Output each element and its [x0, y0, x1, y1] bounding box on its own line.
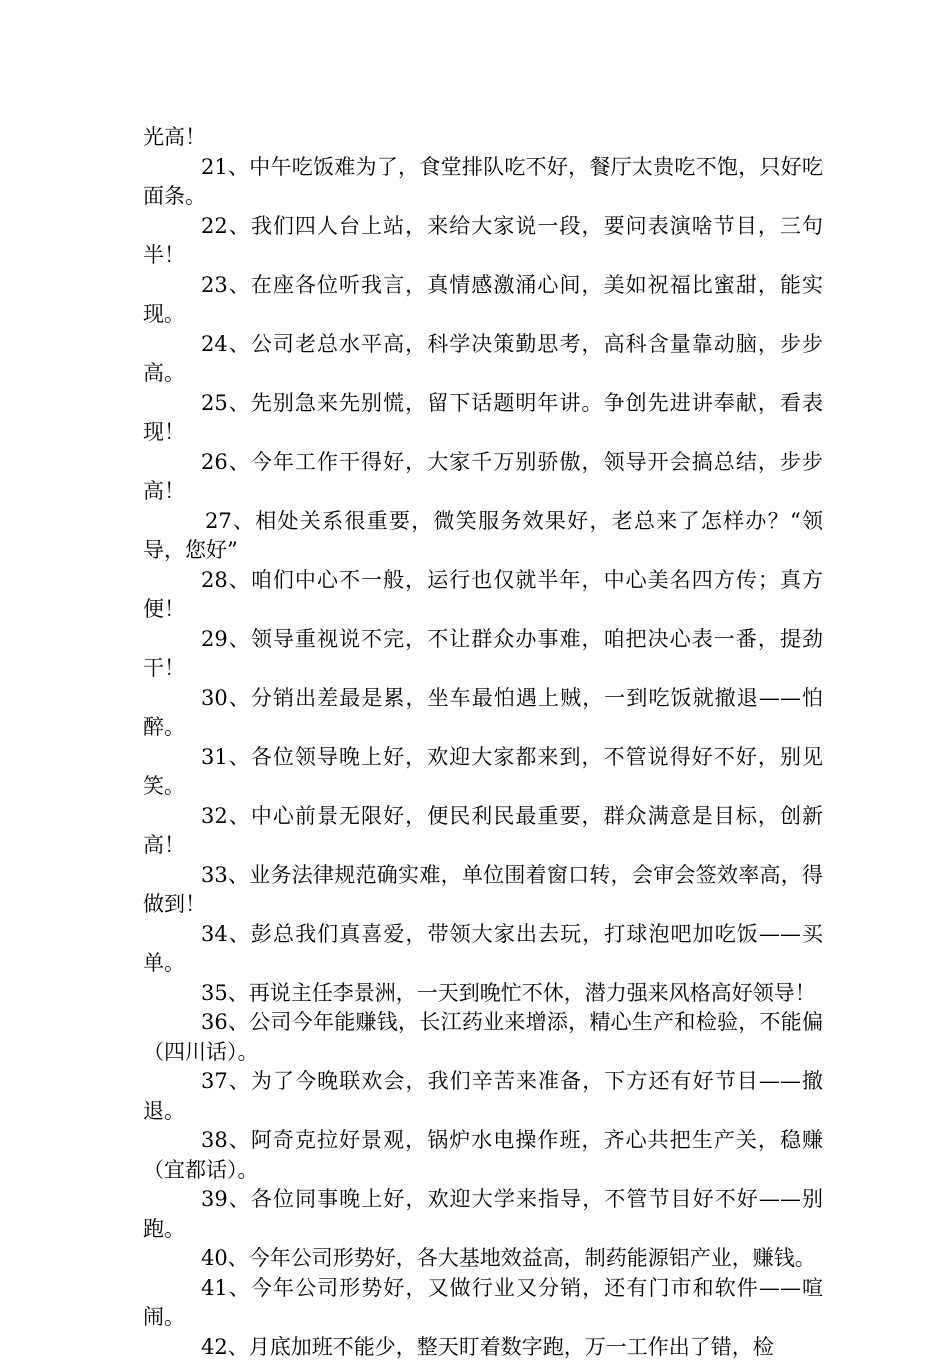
- paragraph-33: 33、业务法律规范确实难，单位围着窗口转，会审会签效率高，得做到！: [143, 861, 823, 920]
- paragraph-25: 25、先别急来先别慌，留下话题明年讲。争创先进讲奉献，看表现！: [143, 389, 823, 448]
- paragraph-36: 36、公司今年能赚钱，长江药业来增添，精心生产和检验，不能偏（四川话）。: [143, 1008, 823, 1067]
- paragraph-24: 24、公司老总水平高，科学决策勤思考，高科含量靠动脑，步步高。: [143, 330, 823, 389]
- paragraph-40: 40、今年公司形势好，各大基地效益高，制药能源铝产业，赚钱。: [143, 1244, 823, 1274]
- paragraph-21: 21、中午吃饭难为了，食堂排队吃不好，餐厅太贵吃不饱，只好吃面条。: [143, 153, 823, 212]
- paragraph-39: 39、各位同事晚上好，欢迎大学来指导，不管节目好不好——别跑。: [143, 1185, 823, 1244]
- paragraph-41: 41、今年公司形势好，又做行业又分销，还有门市和软件——喧闹。: [143, 1274, 823, 1333]
- paragraph-28: 28、咱们中心不一般，运行也仅就半年，中心美名四方传；真方便！: [143, 566, 823, 625]
- paragraph-38: 38、阿奇克拉好景观，锅炉水电操作班，齐心共把生产关，稳赚（宜都话）。: [143, 1126, 823, 1185]
- paragraph-22: 22、我们四人台上站，来给大家说一段，要问表演啥节目，三句半！: [143, 212, 823, 271]
- body-text: [143, 123, 823, 1362]
- paragraph-34: 34、彭总我们真喜爱，带领大家出去玩，打球泡吧加吃饭——买单。: [143, 920, 823, 979]
- paragraph-32: 32、中心前景无限好，便民利民最重要，群众满意是目标，创新高！: [143, 802, 823, 861]
- paragraph-29: 29、领导重视说不完，不让群众办事难，咱把决心表一番，提劲干！: [143, 625, 823, 684]
- paragraph-37: 37、为了今晚联欢会，我们辛苦来准备，下方还有好节目——撤退。: [143, 1067, 823, 1126]
- paragraph-42: 42、月底加班不能少，整天盯着数字跑，万一工作出了错，检: [143, 1333, 823, 1362]
- paragraph-31: 31、各位领导晚上好，欢迎大家都来到，不管说得好不好，别见笑。: [143, 743, 823, 802]
- paragraph-26: 26、今年工作干得好，大家千万别骄傲，领导开会搞总结，步步高！: [143, 448, 823, 507]
- paragraph-35: 35、再说主任李景洲，一天到晚忙不休，潜力强来风格高好领导！: [143, 979, 823, 1009]
- paragraph-27: 27、相处关系很重要，微笑服务效果好，老总来了怎样办？“领导，您好”: [143, 507, 823, 566]
- paragraph-30: 30、分销出差最是累，坐车最怕遇上贼，一到吃饭就撤退——怕醉。: [143, 684, 823, 743]
- paragraph-23: 23、在座各位听我言，真情感激涌心间，美如祝福比蜜甜，能实现。: [143, 271, 823, 330]
- paragraph-continuation: 光高！: [143, 123, 823, 153]
